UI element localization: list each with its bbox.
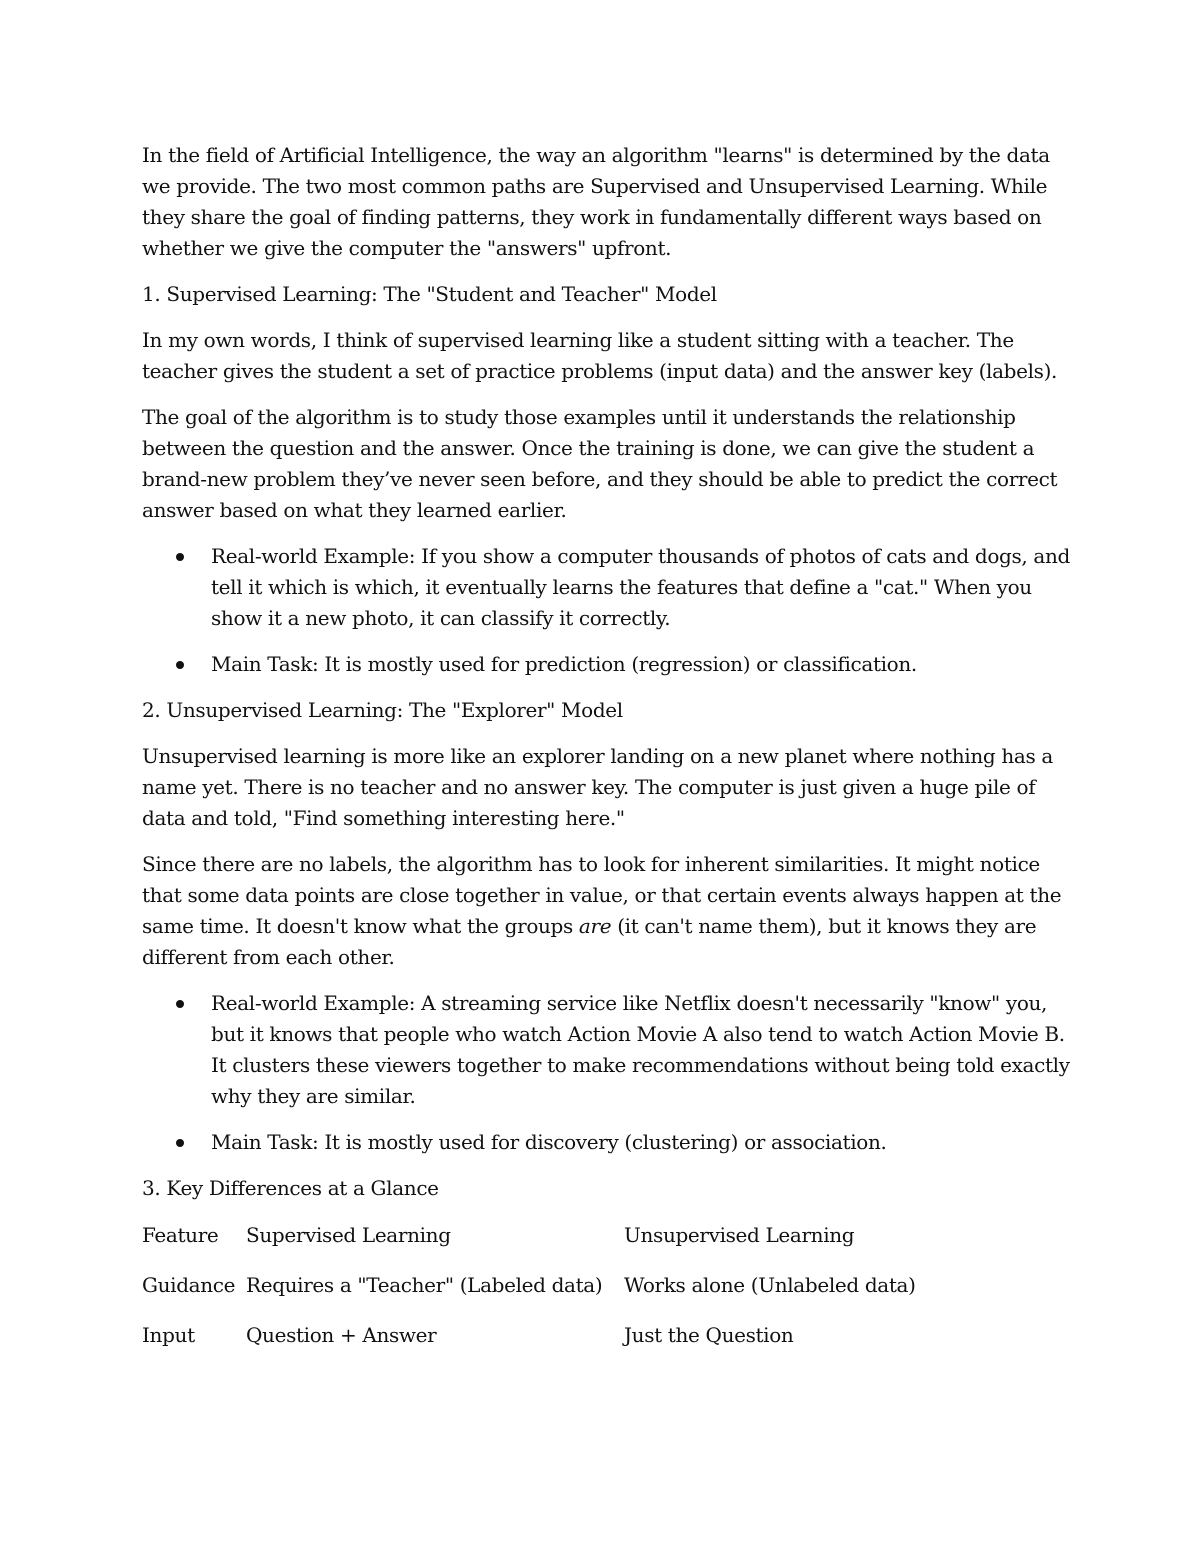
- list-item: [142, 541, 1072, 634]
- table-cell: Guidance: [142, 1273, 236, 1297]
- bullet-icon: [176, 553, 184, 561]
- differences-table: [142, 1220, 944, 1370]
- text-run: Since there are no labels, the algorithm has to look for inherent similarities. It might notice that some data points are close together in value, or that certain events always happen at the same time. It doesn't know what the groups: [142, 852, 1062, 938]
- text-run: (it can't name them), but it knows they are different from each other.: [142, 914, 1037, 969]
- list-item: [142, 649, 1072, 680]
- intro-paragraph: In the field of Artificial Intelligence, the way an algorithm "learns" is determined by the data we provide. The two most common paths are Supervised and Unsupervised Learning. While they share the goal of finding patterns, they work in fundamentally different ways based on whether we give the computer the "answers" upfront.: [142, 143, 1050, 260]
- bullet-icon: [176, 1000, 184, 1008]
- section3-heading: 3. Key Differences at a Glance: [142, 1176, 439, 1200]
- bullet-icon: [176, 1139, 184, 1147]
- section1-paragraph: In my own words, I think of supervised learning like a student sitting with a teacher. The teacher gives the student a set of practice problems (input data) and the answer key (labels).: [142, 328, 1058, 383]
- table-header-cell: Unsupervised Learning: [624, 1223, 855, 1247]
- table-cell: Requires a "Teacher" (Labeled data): [246, 1273, 603, 1297]
- section1-bullet-list: [142, 541, 1072, 680]
- table-header-cell: Feature: [142, 1223, 219, 1247]
- table-cell: Question + Answer: [246, 1323, 437, 1347]
- section1-heading: 1. Supervised Learning: The "Student and Teacher" Model: [142, 282, 717, 306]
- list-item-text: Main Task: It is mostly used for prediction (regression) or classification.: [211, 652, 917, 676]
- list-item: [142, 988, 1072, 1112]
- list-item-text: Real-world Example: If you show a computer thousands of photos of cats and dogs, and tell it which is which, it eventually learns the features that define a "cat." When you show it a new photo, it can classify it correctly.: [211, 544, 1070, 630]
- section2-paragraph: [142, 849, 1072, 973]
- list-item: [142, 1127, 1072, 1158]
- bullet-icon: [176, 661, 184, 669]
- section2-heading: 2. Unsupervised Learning: The "Explorer" Model: [142, 698, 623, 722]
- table-cell: Just the Question: [624, 1323, 794, 1347]
- table-header-cell: Supervised Learning: [246, 1223, 451, 1247]
- section2-paragraph: Unsupervised learning is more like an explorer landing on a new planet where nothing has a name yet. There is no teacher and no answer key. The computer is just given a huge pile of data and told, "Find something interesting here.": [142, 744, 1053, 830]
- table-header-row: [142, 1220, 944, 1270]
- list-item-text: Real-world Example: A streaming service like Netflix doesn't necessarily "know" you, but it knows that people who watch Action Movie A also tend to watch Action Movie B. It clusters these viewers together to make recommendations without being told exactly why they are similar.: [211, 991, 1070, 1108]
- table-cell: Input: [142, 1323, 195, 1347]
- table-cell: Works alone (Unlabeled data): [624, 1273, 916, 1297]
- section2-bullet-list: [142, 988, 1072, 1158]
- table-row: [142, 1270, 944, 1320]
- document-body: [142, 140, 1072, 1370]
- section1-paragraph: The goal of the algorithm is to study those examples until it understands the relationship between the question and the answer. Once the training is done, we can give the student a brand-new problem they’ve never seen before, and they should be able to predict the correct answer based on what they learned earlier.: [142, 405, 1058, 522]
- emphasized-text: are: [578, 914, 612, 938]
- table-row: [142, 1320, 944, 1370]
- list-item-text: Main Task: It is mostly used for discovery (clustering) or association.: [211, 1130, 887, 1154]
